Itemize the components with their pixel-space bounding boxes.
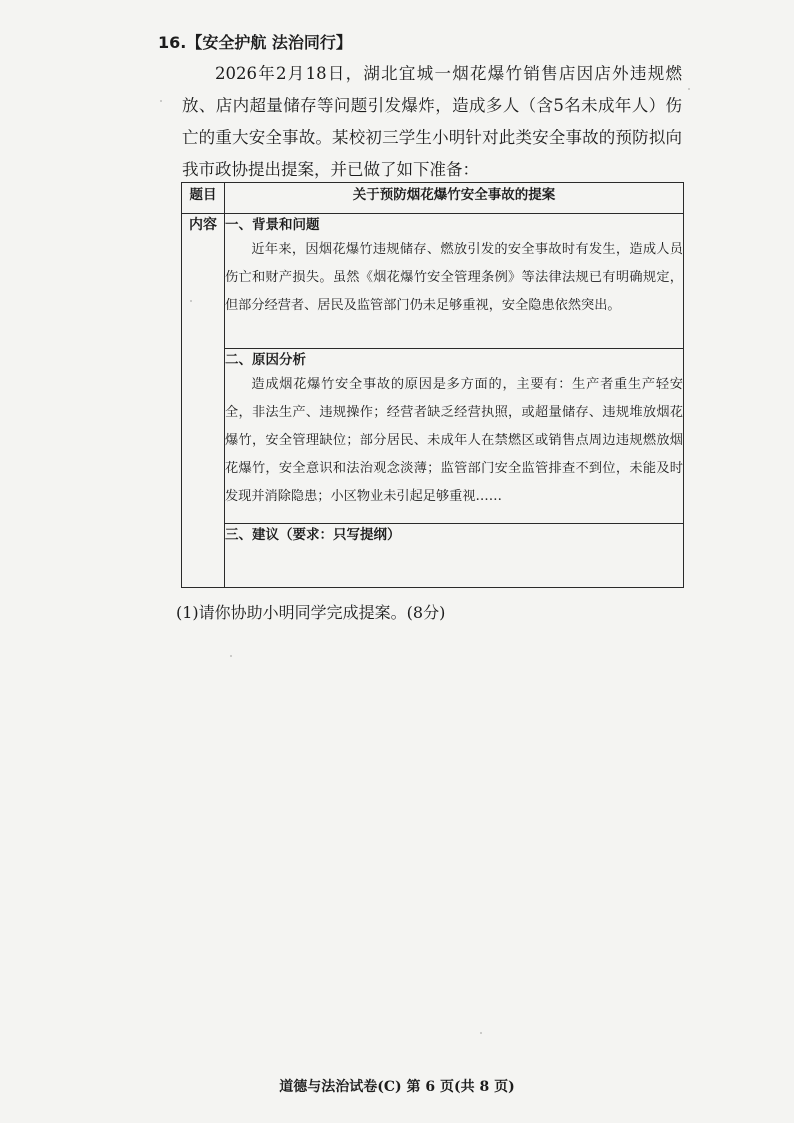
section-background	[225, 214, 684, 349]
header-topic-label: 题目	[182, 183, 225, 214]
proposal-table	[181, 182, 684, 588]
scan-speck	[160, 100, 162, 102]
section-title: 一、背景和问题	[225, 217, 320, 234]
section-cause-analysis	[225, 348, 684, 524]
question-title: 16.【安全护航 法治同行】	[158, 33, 352, 52]
table-header-row	[182, 183, 684, 214]
scan-speck	[230, 655, 232, 657]
page-footer: 道德与法治试卷(C) 第 6 页(共 8 页)	[279, 1079, 515, 1095]
table-row	[182, 524, 684, 588]
scan-speck	[190, 300, 192, 302]
header-proposal-title: 关于预防烟花爆竹安全事故的提案	[225, 183, 684, 214]
content-label: 内容	[182, 214, 225, 588]
scan-speck	[480, 1032, 482, 1034]
section-text: 造成烟花爆竹安全事故的原因是多方面的，主要有：生产者重生产轻安全，非法生产、违规操作；经营者缺乏经营执照，或超量储存、违规堆放烟花爆竹，安全管理缺位；部分居民、未成年人在禁燃区或销售点周边违规燃放烟花爆竹，安全意识和法治观念淡薄；监管部门安全监管排查不到位，未能及时发现并消除隐患；小区物业未引起足够重视……	[225, 376, 683, 504]
section-suggestions[interactable]	[225, 524, 684, 588]
section-title: 三、建议（要求：只写提纲）	[225, 527, 401, 544]
section-title: 二、原因分析	[225, 351, 306, 368]
question-intro: 2026年2月18日，湖北宜城一烟花爆竹销售店因店外违规燃放、店内超量储存等问题引发爆炸，造成多人（含5名未成年人）伤亡的重大安全事故。某校初三学生小明针对此类安全事故的预防拟向我市政协提出提案，并已做了如下准备：	[182, 64, 682, 179]
table-row	[182, 348, 684, 524]
sub-question: (1)请你协助小明同学完成提案。(8分)	[176, 603, 446, 622]
section-text: 近年来，因烟花爆竹违规储存、燃放引发的安全事故时有发生，造成人员伤亡和财产损失。虽然《烟花爆竹安全管理条例》等法律法规已有明确规定，但部分经营者、居民及监管部门仍未足够重视，安全隐患依然突出。	[225, 242, 683, 314]
table-row	[182, 214, 684, 349]
scan-speck	[688, 88, 690, 90]
